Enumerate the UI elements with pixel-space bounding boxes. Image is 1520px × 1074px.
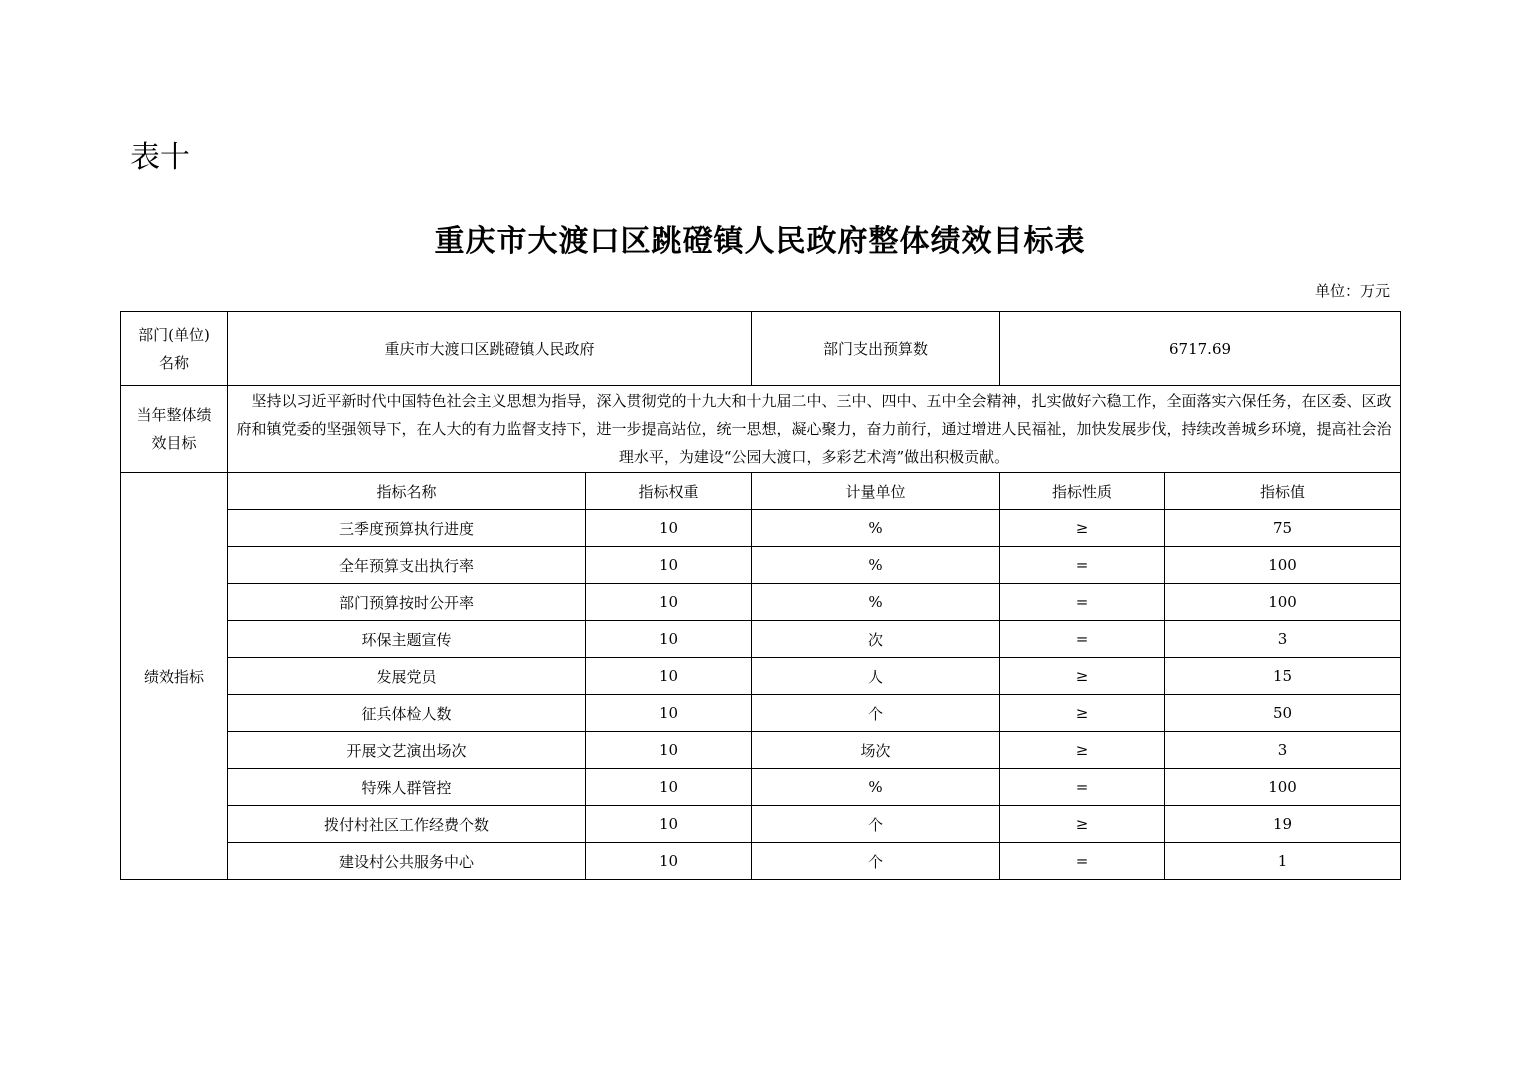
header-indicator-value: 指标值 xyxy=(1165,473,1401,510)
indicator-name: 拨付村社区工作经费个数 xyxy=(228,806,586,843)
indicator-weight: 10 xyxy=(586,584,752,621)
indicator-value: 100 xyxy=(1165,584,1401,621)
indicator-weight: 10 xyxy=(586,658,752,695)
dept-label-line2: 名称 xyxy=(158,353,189,372)
dept-row xyxy=(121,312,1401,386)
indicator-unit: 个 xyxy=(752,806,1000,843)
indicator-nature: ≥ xyxy=(1000,510,1165,547)
indicator-unit: 场次 xyxy=(752,732,1000,769)
indicator-nature: = xyxy=(1000,843,1165,880)
indicator-weight: 10 xyxy=(586,621,752,658)
indicator-value: 15 xyxy=(1165,658,1401,695)
indicator-value: 100 xyxy=(1165,769,1401,806)
header-indicator-nature: 指标性质 xyxy=(1000,473,1165,510)
indicator-name: 建设村公共服务中心 xyxy=(228,843,586,880)
indicator-nature: = xyxy=(1000,547,1165,584)
table-row xyxy=(121,732,1401,769)
dept-label-line1: 部门(单位) xyxy=(138,325,210,344)
indicator-weight: 10 xyxy=(586,695,752,732)
budget-value: 6717.69 xyxy=(1000,312,1401,386)
page-label: 表十 xyxy=(130,140,190,175)
indicator-name: 部门预算按时公开率 xyxy=(228,584,586,621)
goal-label-line2: 效目标 xyxy=(151,434,197,452)
indicator-value: 3 xyxy=(1165,621,1401,658)
indicator-name: 开展文艺演出场次 xyxy=(228,732,586,769)
document-title: 重庆市大渡口区跳磴镇人民政府整体绩效目标表 xyxy=(434,224,1086,259)
dept-label-cell xyxy=(121,312,228,386)
table-row xyxy=(121,806,1401,843)
goal-row xyxy=(121,386,1401,473)
table-row xyxy=(121,843,1401,880)
indicator-value: 19 xyxy=(1165,806,1401,843)
indicator-weight: 10 xyxy=(586,843,752,880)
indicator-section-label: 绩效指标 xyxy=(121,473,228,880)
header-indicator-weight: 指标权重 xyxy=(586,473,752,510)
indicator-nature: = xyxy=(1000,621,1165,658)
indicator-nature: ≥ xyxy=(1000,732,1165,769)
indicator-name: 特殊人群管控 xyxy=(228,769,586,806)
indicator-weight: 10 xyxy=(586,547,752,584)
indicator-value: 1 xyxy=(1165,843,1401,880)
indicator-nature: ≥ xyxy=(1000,695,1165,732)
indicator-name: 发展党员 xyxy=(228,658,586,695)
table-row xyxy=(121,510,1401,547)
indicator-name: 环保主题宣传 xyxy=(228,621,586,658)
performance-target-table xyxy=(120,311,1401,880)
table-row xyxy=(121,769,1401,806)
indicator-weight: 10 xyxy=(586,510,752,547)
indicator-weight: 10 xyxy=(586,806,752,843)
indicator-unit: 个 xyxy=(752,695,1000,732)
indicator-name: 全年预算支出执行率 xyxy=(228,547,586,584)
indicator-name: 三季度预算执行进度 xyxy=(228,510,586,547)
unit-label: 单位：万元 xyxy=(1314,282,1390,300)
goal-label-cell xyxy=(121,386,228,473)
indicator-header-row xyxy=(121,473,1401,510)
table-row xyxy=(121,658,1401,695)
indicator-nature: = xyxy=(1000,769,1165,806)
indicator-unit: 人 xyxy=(752,658,1000,695)
indicator-unit: 次 xyxy=(752,621,1000,658)
table-row xyxy=(121,621,1401,658)
table-row xyxy=(121,584,1401,621)
goal-text: 坚持以习近平新时代中国特色社会主义思想为指导，深入贯彻党的十九大和十九届二中、三中、四中、五中全会精神，扎实做好六稳工作，全面落实六保任务，在区委、区政府和镇党委的坚强领导下，在人大的有力监督支持下，进一步提高站位，统一思想，凝心聚力，奋力前行，通过增进人民福祉，加快发展步伐，持续改善城乡环境，提高社会治理水平，为建设“公园大渡口，多彩艺术湾”做出积极贡献。 xyxy=(228,386,1401,473)
header-measure-unit: 计量单位 xyxy=(752,473,1000,510)
indicator-unit: 个 xyxy=(752,843,1000,880)
table-row xyxy=(121,547,1401,584)
indicator-value: 100 xyxy=(1165,547,1401,584)
indicator-value: 3 xyxy=(1165,732,1401,769)
indicator-unit: % xyxy=(752,584,1000,621)
indicator-weight: 10 xyxy=(586,732,752,769)
goal-label-line1: 当年整体绩 xyxy=(136,406,212,424)
indicator-unit: % xyxy=(752,510,1000,547)
indicator-weight: 10 xyxy=(586,769,752,806)
indicator-nature: = xyxy=(1000,584,1165,621)
table-row xyxy=(121,695,1401,732)
indicator-unit: % xyxy=(752,769,1000,806)
indicator-unit: % xyxy=(752,547,1000,584)
indicator-value: 75 xyxy=(1165,510,1401,547)
budget-label: 部门支出预算数 xyxy=(752,312,1000,386)
header-indicator-name: 指标名称 xyxy=(228,473,586,510)
indicator-value: 50 xyxy=(1165,695,1401,732)
indicator-nature: ≥ xyxy=(1000,806,1165,843)
dept-name: 重庆市大渡口区跳磴镇人民政府 xyxy=(228,312,752,386)
indicator-name: 征兵体检人数 xyxy=(228,695,586,732)
indicator-nature: ≥ xyxy=(1000,658,1165,695)
